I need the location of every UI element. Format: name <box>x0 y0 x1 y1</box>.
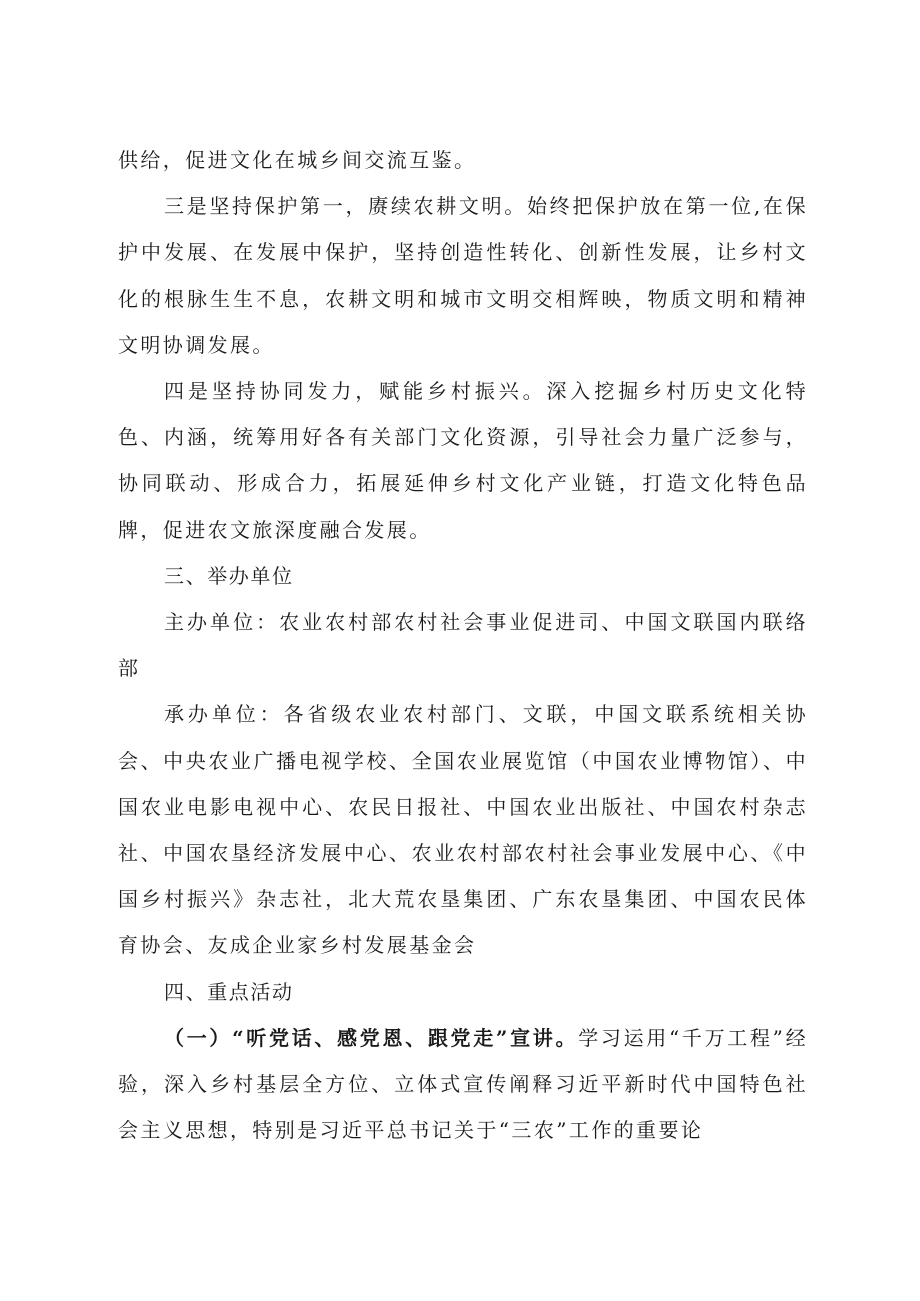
activity-one-title: （一）“听党话、感党恩、跟党走”宣讲。 <box>164 1025 579 1050</box>
section-heading-organizers: 三、举办单位 <box>164 563 294 588</box>
section-heading-key-activities: 四、重点活动 <box>164 979 294 1004</box>
paragraph-activity-one <box>118 1015 808 1154</box>
paragraph-host-units: 主办单位：农业农村部农村社会事业促进司、中国文联国内联络部 <box>118 610 808 681</box>
paragraph-collaboration: 四是坚持协同发力，赋能乡村振兴。深入挖掘乡村历史文化特色、内涵，统筹用好各有关部门文化资源，引导社会力量广泛参与，协同联动、形成合力，拓展延伸乡村文化产业链，打造文化特色品牌，促进农文旅深度融合发展。 <box>118 379 808 542</box>
document-body <box>118 137 808 1153</box>
paragraph-protection-first: 三是坚持保护第一，赓续农耕文明。始终把保护放在第一位,在保护中发展、在发展中保护，坚持创造性转化、创新性发展，让乡村文化的根脉生生不息，农耕文明和城市文明交相辉映，物质文明和精神文明协调发展。 <box>118 194 808 357</box>
activity-one-body: 学习运用“千万工程”经验，深入乡村基层全方位、立体式宣传阐释习近平新时代中国特色社会主义思想，特别是习近平总书记关于“三农”工作的重要论 <box>118 1025 808 1143</box>
paragraph-organizing-units: 承办单位：各省级农业农村部门、文联，中国文联系统相关协会、中央农业广播电视学校、全国农业展览馆（中国农业博物馆）、中国农业电影电视中心、农民日报社、中国农业出版社、中国农村杂志社、中国农垦经济发展中心、农业农村部农村社会事业发展中心、《中国乡村振兴》杂志社，北大荒农垦集团、广东农垦集团、中国农民体育协会、友成企业家乡村发展基金会 <box>118 702 808 958</box>
paragraph-continuation: 供给，促进文化在城乡间交流互鉴。 <box>118 148 477 172</box>
